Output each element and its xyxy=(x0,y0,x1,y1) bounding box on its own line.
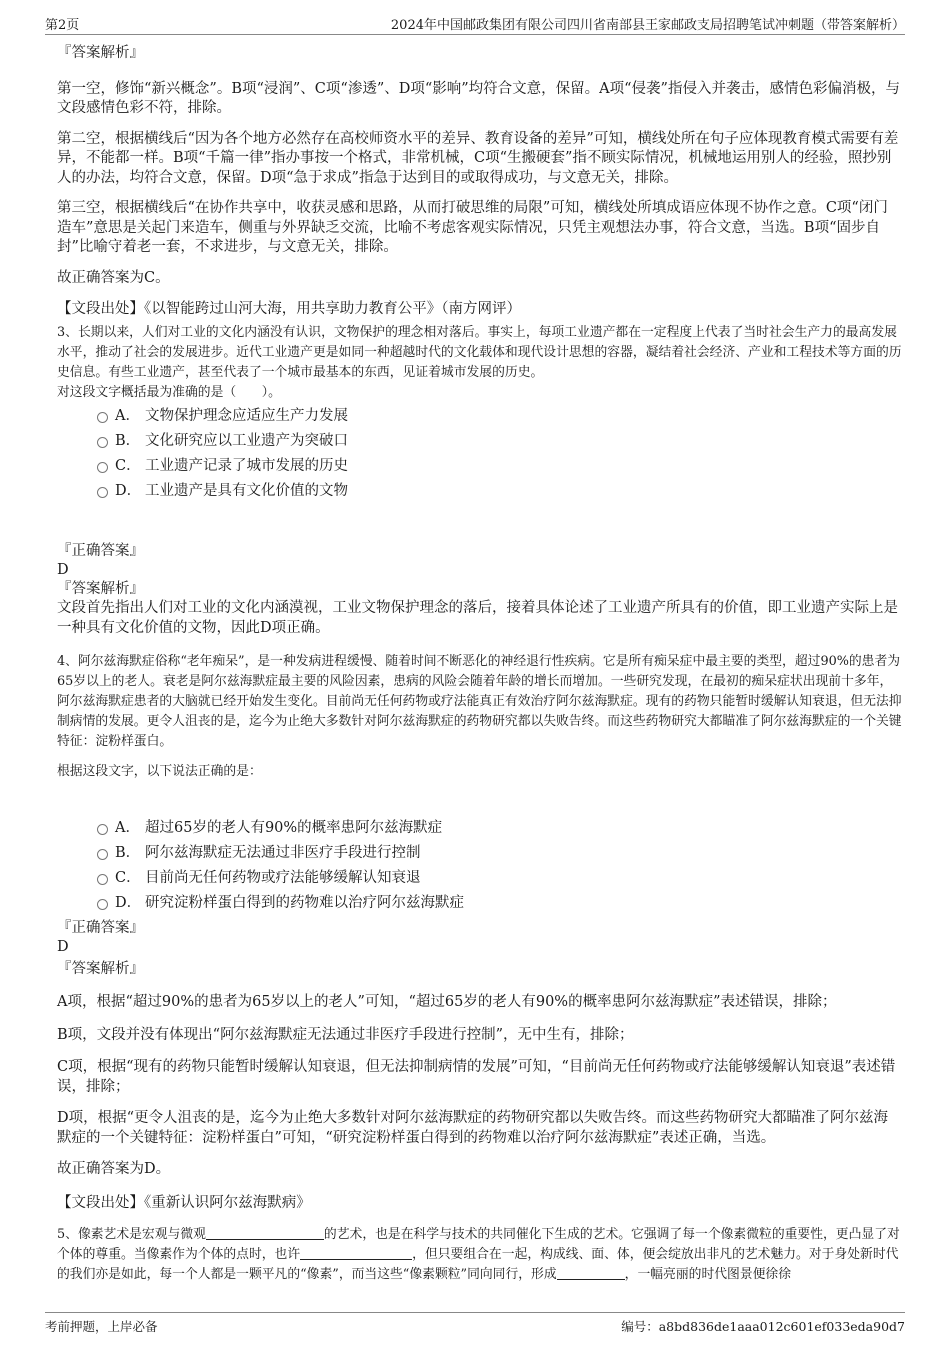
radio-icon[interactable] xyxy=(97,412,108,423)
radio-icon[interactable] xyxy=(97,824,108,835)
q4-option-b[interactable]: B． 阿尔兹海默症无法通过非医疗手段进行控制 xyxy=(57,841,902,866)
q4-option-d[interactable]: D． 研究淀粉样蛋白得到的药物难以治疗阿尔兹海默症 xyxy=(57,891,902,916)
q4-analysis-label: 『答案解析』 xyxy=(57,961,144,977)
q3-answer: D xyxy=(57,562,69,578)
fill-blank-3[interactable] xyxy=(557,1265,625,1280)
q3-options xyxy=(57,404,902,504)
q2-analysis-1: 第一空，修饰“新兴概念”。B项“浸润”、C项“渗透”、D项“影响”均符合文意，保留。A项“侵袭”指侵入并袭击，感情色彩偏消极，与文段感情色彩不符，排除。 xyxy=(57,80,900,116)
q2-analysis-label: 『答案解析』 xyxy=(57,45,144,61)
q3-analysis-label: 『答案解析』 xyxy=(57,581,144,597)
radio-icon[interactable] xyxy=(97,437,108,448)
q4-analysis-b: B项，文段并没有体现出“阿尔兹海默症无法通过非医疗手段进行控制”，无中生有，排除； xyxy=(57,1026,634,1043)
q4-analysis-c: C项，根据“现有的药物只能暂时缓解认知衰退，但无法抑制病情的发展”可知，“目前尚无任何药物或疗法能够缓解认知衰退”表述错误，排除； xyxy=(57,1059,896,1095)
q5-stem: 5、像素艺术是宏观与微观 的艺术，也是在科学与技术的共同催化下生成的艺术。它强调了每一个像素微粒的重要性，更凸显了对个体的尊重。当像素作为个体的点时，也许 ，但只要组合在一起，构成线、面、体，便会绽放出非凡的艺术魅力。对于身处新时代的我们亦是如此，每一个人都是一颗平凡的“像素”，而当这些“像素颗粒”同向同行，形成 ，一幅亮丽的时代图景便徐徐 xyxy=(57,1226,900,1282)
q4-answer: D xyxy=(57,939,69,955)
q4-source: 【文段出处】《重新认识阿尔兹海默病》 xyxy=(57,1194,311,1211)
q3-option-d[interactable]: D． 工业遗产是具有文化价值的文物 xyxy=(57,479,902,504)
page-footer xyxy=(45,1312,905,1337)
q3-option-c[interactable]: C． 工业遗产记录了城市发展的历史 xyxy=(57,454,902,479)
q3-question: 对这段文字概括最为准确的是（ ）。 xyxy=(57,385,281,400)
radio-icon[interactable] xyxy=(97,874,108,885)
q4-stem: 4、阿尔兹海默症俗称“老年痴呆”，是一种发病进程缓慢、随着时间不断恶化的神经退行性疾病。它是所有痴呆症中最主要的类型，超过90%的患者为65岁以上的老人。衰老是阿尔兹海默症最主要的风险因素，患病的风险会随着年龄的增长而增加。一些研究发现，在最初的痴呆症状出现前十多年，阿尔兹海默症患者的大脑就已经开始发生变化。目前尚无任何药物或疗法能真正有效治疗阿尔兹海默症。现有的药物只能暂时缓解认知衰退，但无法抑制病情的发展。更令人沮丧的是，迄今为止绝大多数针对阿尔兹海默症的药物研究都以失败告终。而这些药物研究大都瞄准了阿尔兹海默症的一个关键特征：淀粉样蛋白。 xyxy=(57,654,902,749)
radio-icon[interactable] xyxy=(97,899,108,910)
q4-analysis-a: A项，根据“超过90%的患者为65岁以上的老人”可知，“超过65岁的老人有90%的概率患阿尔兹海默症”表述错误，排除； xyxy=(57,994,837,1010)
q4-answer-label: 『正确答案』 xyxy=(57,920,144,936)
document-title: 2024年中国邮政集团有限公司四川省南部县王家邮政支局招聘笔试冲刺题（带答案解析） xyxy=(390,18,905,33)
q3-analysis: 文段首先指出人们对工业的文化内涵漠视，工业文物保护理念的落后，接着具体论述了工业遗产所具有的价值，即工业遗产实际上是一种具有文化价值的文物，因此D项正确。 xyxy=(57,600,898,636)
q2-conclusion: 故正确答案为C。 xyxy=(57,269,170,286)
q4-option-a[interactable]: A． 超过65岁的老人有90%的概率患阿尔兹海默症 xyxy=(57,816,902,841)
q2-analysis-3: 第三空，根据横线后“在协作共享中，收获灵感和思路，从而打破思维的局限”可知，横线处所填成语应体现不协作之意。C项“闭门造车”意思是关起门来造车，侧重与外界缺乏交流，比喻不考虑客观实际情况，只凭主观想法办事，符合文意，当选。B项“固步自封”比喻守着老一套，不求进步，与文意无关，排除。 xyxy=(57,200,888,255)
page-number: 第2页 xyxy=(45,18,80,33)
fill-blank-2[interactable] xyxy=(300,1245,412,1260)
q4-options xyxy=(57,816,902,916)
q3-option-b[interactable]: B． 文化研究应以工业遗产为突破口 xyxy=(57,429,902,454)
q4-analysis-d: D项，根据“更令人沮丧的是，迄今为止绝大多数针对阿尔兹海默症的药物研究都以失败告终。而这些药物研究大都瞄准了阿尔兹海默症的一个关键特征：淀粉样蛋白”可知，“研究淀粉样蛋白得到的药物难以治疗阿尔兹海默症”表述正确，当选。 xyxy=(57,1110,889,1146)
page-content xyxy=(57,44,902,1285)
fill-blank-1[interactable] xyxy=(206,1225,324,1240)
q2-source: 【文段出处】《以智能跨过山河大海，用共享助力教育公平》（南方网评） xyxy=(57,301,521,317)
radio-icon[interactable] xyxy=(97,462,108,473)
document-id: 编号：a8bd836de1aaa012c601ef033eda90d7 xyxy=(621,1319,905,1334)
q4-question: 根据这段文字，以下说法正确的是： xyxy=(57,764,262,779)
q4-conclusion: 故正确答案为D。 xyxy=(57,1161,171,1177)
page-header xyxy=(45,12,905,35)
q3-option-a[interactable]: A． 文物保护理念应适应生产力发展 xyxy=(57,404,902,429)
q3-answer-label: 『正确答案』 xyxy=(57,543,144,559)
radio-icon[interactable] xyxy=(97,849,108,860)
q3-stem: 3、长期以来，人们对工业的文化内涵没有认识，文物保护的理念相对落后。事实上，每项工业遗产都在一定程度上代表了当时社会生产力的最高发展水平，推动了社会的发展进步。近代工业遗产更是如同一种超越时代的文化载体和现代设计思想的容器，凝结着社会经济、产业和工程技术等方面的历史信息。有些工业遗产，甚至代表了一个城市最基本的东西，见证着城市发展的历史。 xyxy=(57,325,902,380)
radio-icon[interactable] xyxy=(97,487,108,498)
q4-option-c[interactable]: C． 目前尚无任何药物或疗法能够缓解认知衰退 xyxy=(57,866,902,891)
q2-analysis-2: 第二空，根据横线后“因为各个地方必然存在高校师资水平的差异、教育设备的差异”可知，横线处所在句子应体现教育模式需要有差异，不能都一样。B项“千篇一律”指办事按一个格式，非常机械，C项“生搬硬套”指不顾实际情况，机械地运用别人的经验，照抄别人的办法，均符合文意，保留。D项“急于求成”指急于达到目的或取得成功，与文意无关，排除。 xyxy=(57,130,899,186)
footer-slogan: 考前押题，上岸必备 xyxy=(45,1319,158,1334)
